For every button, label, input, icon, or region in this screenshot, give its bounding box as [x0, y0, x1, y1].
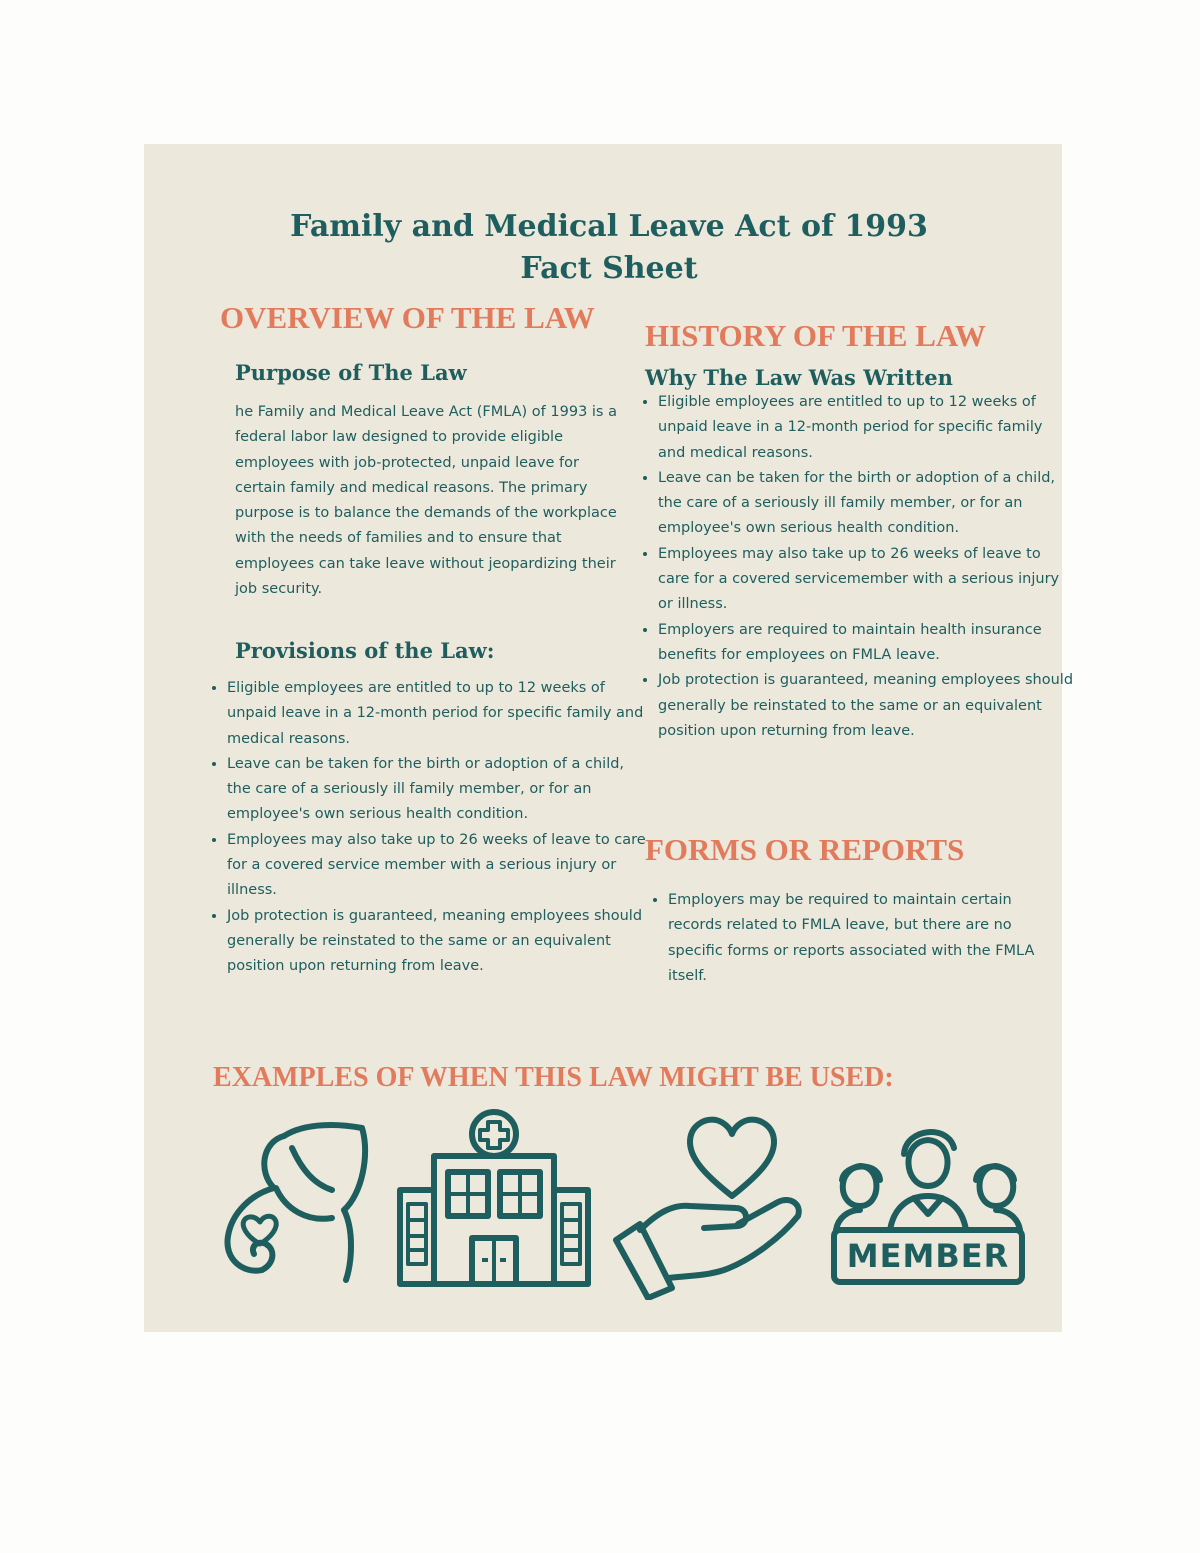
history-item: • Employers are required to maintain health insurance benefits for employees on FMLA leave. [658, 618, 1074, 669]
provisions-list [207, 676, 647, 980]
pregnant-woman-icon [222, 1114, 370, 1284]
provision-item: • Employees may also take up to 26 weeks of leave to care for a covered service member with a serious injury or illness. [227, 828, 647, 904]
provision-item: • Leave can be taken for the birth or adoption of a child, the care of a seriously ill family member, or for an employee's own serious health condition. [227, 752, 647, 828]
title-line-1: Family and Medical Leave Act of 1993 [290, 209, 928, 244]
member-sign-label: MEMBER [846, 1237, 1010, 1275]
history-heading: HISTORY OF THE LAW [645, 318, 986, 353]
forms-list [648, 888, 1043, 989]
history-item: • Employees may also take up to 26 weeks of leave to care for a covered servicemember with a serious injury or illness. [658, 542, 1074, 618]
page-title [144, 206, 1074, 290]
purpose-text: he Family and Medical Leave Act (FMLA) of 1993 is a federal labor law designed to provide eligible employees with job-protected, unpaid leave for certain family and medical reasons. The primary purpose is to balance the demands of the workplace with the needs of families and to ensure that employees can take leave without jeopardizing their job security. [235, 404, 617, 598]
history-item: • Eligible employees are entitled to up to 12 weeks of unpaid leave in a 12-month period for specific family and medical reasons. [658, 390, 1074, 466]
fact-sheet [144, 144, 1074, 1332]
forms-item: • Employers may be required to maintain certain records related to FMLA leave, but there are no specific forms or reports associated with the FMLA itself. [668, 888, 1043, 989]
forms-heading: FORMS OR REPORTS [645, 832, 965, 867]
provision-item: • Job protection is guaranteed, meaning employees should generally be reinstated to the same or an equivalent position upon returning from leave. [227, 904, 647, 980]
history-list [638, 390, 1074, 744]
heart-in-hand-icon [612, 1112, 810, 1300]
history-item: • Leave can be taken for the birth or adoption of a child, the care of a seriously ill family member, or for an employee's own serious health condition. [658, 466, 1074, 542]
examples-heading: EXAMPLES OF WHEN THIS LAW MIGHT BE USED: [213, 1062, 894, 1093]
history-item: • Job protection is guaranteed, meaning employees should generally be reinstated to the same or an equivalent position upon returning from leave. [658, 668, 1074, 744]
provisions-heading: Provisions of the Law: [235, 638, 495, 663]
purpose-heading: Purpose of The Law [235, 360, 467, 385]
provision-item: • Eligible employees are entitled to up to 12 weeks of unpaid leave in a 12-month period for specific family and medical reasons. [227, 676, 647, 752]
overview-heading: OVERVIEW OF THE LAW [220, 300, 595, 335]
member-group-icon [830, 1110, 1026, 1286]
hospital-icon [396, 1108, 592, 1288]
why-heading: Why The Law Was Written [645, 365, 953, 390]
title-line-2: Fact Sheet [520, 251, 698, 286]
